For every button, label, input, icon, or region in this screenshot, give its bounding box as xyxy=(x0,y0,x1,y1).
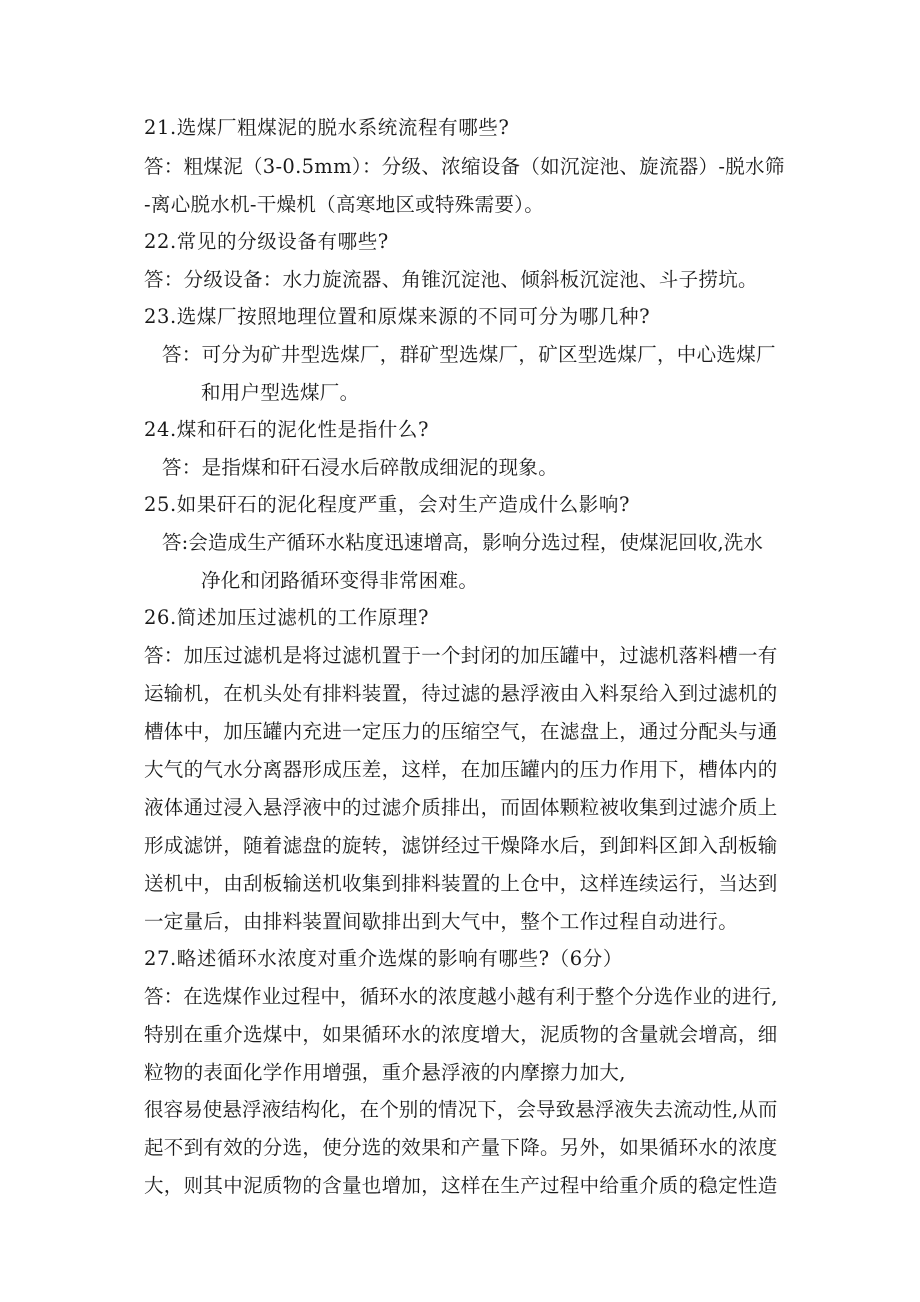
answer-27-line-1: 答：在选煤作业过程中，循环水的浓度越小越有利于整个分选作业的进行, xyxy=(144,985,778,1008)
answer-25-line-2: 净化和闭路循环变得非常困难。 xyxy=(201,569,479,592)
question-25: 25.如果矸石的泥化程度严重，会对生产造成什么影响? xyxy=(144,493,631,516)
answer-27-line-5: 起不到有效的分选，使分选的效果和产量下降。另外，如果循环水的浓度 xyxy=(144,1136,778,1159)
answer-23-line-1: 答：可分为矿井型选煤厂，群矿型选煤厂，矿区型选煤厂，中心选煤厂 xyxy=(162,343,776,366)
answer-21-line-1: 答：粗煤泥（3-0.5mm）：分级、浓缩设备（如沉淀池、旋流器）-脱水筛 xyxy=(144,155,785,178)
answer-26-line-8: 一定量后，由排料装置间歇排出到大气中，整个工作过程自动进行。 xyxy=(144,910,739,933)
question-21: 21.选煤厂粗煤泥的脱水系统流程有哪些? xyxy=(144,116,510,139)
answer-26-line-1: 答：加压过滤机是将过滤机置于一个封闭的加压罐中，过滤机落料槽一有 xyxy=(144,644,778,667)
answer-21-line-2: -离心脱水机-干燥机（高寒地区或特殊需要）。 xyxy=(144,193,545,216)
answer-22: 答：分级设备：水力旋流器、角锥沉淀池、倾斜板沉淀池、斗子捞坑。 xyxy=(144,268,758,291)
answer-27-line-6: 大，则其中泥质物的含量也增加，这样在生产过程中给重介质的稳定性造 xyxy=(144,1174,778,1197)
answer-26-line-7: 送机中，由刮板输送机收集到排料装置的上仓中，这样连续运行，当达到 xyxy=(144,872,778,895)
answer-26-line-6: 形成滤饼，随着滤盘的旋转，滤饼经过干燥降水后，到卸料区卸入刮板输 xyxy=(144,834,778,857)
question-23: 23.选煤厂按照地理位置和原煤来源的不同可分为哪几种? xyxy=(144,305,651,328)
question-24: 24.煤和矸石的泥化性是指什么? xyxy=(144,418,430,441)
answer-26-line-4: 大气的气水分离器形成压差，这样，在加压罐内的压力作用下，槽体内的 xyxy=(144,758,778,781)
answer-26-line-2: 运输机，在机头处有排料装置，待过滤的悬浮液由入料泵给入到过滤机的 xyxy=(144,682,778,705)
answer-25-line-1: 答:会造成生产循环水粘度迅速增高，影响分选过程，使煤泥回收,洗水 xyxy=(162,531,763,554)
question-27: 27.略述循环水浓度对重介选煤的影响有哪些?（6分） xyxy=(144,947,623,970)
answer-26-line-5: 液体通过浸入悬浮液中的过滤介质排出，而固体颗粒被收集到过滤介质上 xyxy=(144,796,778,819)
answer-27-line-4: 很容易使悬浮液结构化，在个别的情况下，会导致悬浮液失去流动性,从而 xyxy=(144,1098,778,1121)
answer-23-line-2: 和用户型选煤厂。 xyxy=(201,381,360,404)
answer-26-line-3: 槽体中，加压罐内充进一定压力的压缩空气，在滤盘上，通过分配头与通 xyxy=(144,720,778,743)
answer-27-line-2: 特别在重介选煤中，如果循环水的浓度增大，泥质物的含量就会增高，细 xyxy=(144,1023,778,1046)
answer-24: 答：是指煤和矸石浸水后碎散成细泥的现象。 xyxy=(162,456,559,479)
question-22: 22.常见的分级设备有哪些? xyxy=(144,230,389,253)
question-26: 26.简述加压过滤机的工作原理? xyxy=(144,606,430,629)
answer-27-line-3: 粒物的表面化学作用增强，重介悬浮液的内摩擦力加大, xyxy=(144,1061,626,1084)
